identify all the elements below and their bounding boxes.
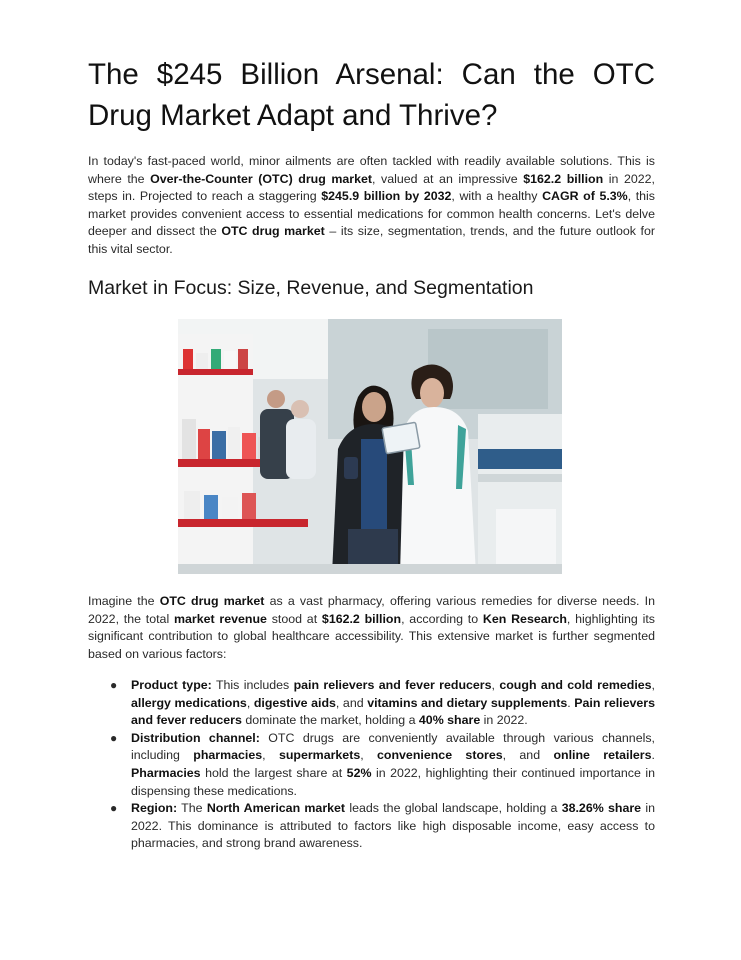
text: in 2022, highlighting their continued importance in dispensing these medications. <box>131 765 656 798</box>
bold-text: CAGR of 5.3% <box>542 189 628 204</box>
text: leads the global landscape, holding a <box>345 801 562 816</box>
text: , <box>360 748 378 763</box>
text: dominate the market, holding a <box>241 713 419 728</box>
bold-text: Ken Research <box>482 611 567 626</box>
bold-text: OTC drug market <box>159 594 265 608</box>
bold-text: supermarkets <box>278 748 361 763</box>
text: , and <box>502 748 554 763</box>
intro-paragraph <box>88 153 655 259</box>
text: hold the largest share at <box>200 765 347 780</box>
text: The <box>177 801 207 816</box>
text: This includes <box>211 678 294 692</box>
bold-text: $162.2 billion <box>321 611 402 626</box>
text: in 2022, steps in. Projected to reach a staggering <box>88 171 655 204</box>
text: – its size, segmentation, trends, and the future outlook for this vital sector. <box>88 224 655 256</box>
bold-text: North American market <box>206 801 346 816</box>
text: in 2022. <box>480 713 528 728</box>
list-item-product-type <box>88 677 655 730</box>
list-item-distribution-channel <box>88 730 655 800</box>
list-item-region <box>88 800 655 853</box>
pharmacy-photo <box>178 319 562 574</box>
bold-text: cough and cold remedies <box>499 678 652 692</box>
text: , according to <box>401 611 483 626</box>
text: In today's fast-paced world, minor ailments are often tackled with readily available solutions. This is where the <box>88 154 655 186</box>
bold-text: online retailers <box>553 748 652 763</box>
text: , <box>246 695 254 710</box>
bold-text: Product type: <box>131 678 212 692</box>
text: , <box>491 678 500 692</box>
bullet-icon: ● <box>110 678 118 692</box>
bold-text: $245.9 billion by 2032 <box>321 189 452 204</box>
article-title: The $245 Billion Arsenal: Can the OTC Drug Market Adapt and Thrive? <box>88 58 655 132</box>
bold-text: 38.26% share <box>561 801 642 816</box>
text: . <box>651 748 655 763</box>
bold-text: Region: <box>131 801 178 816</box>
bold-text: digestive aids <box>253 695 336 710</box>
bold-text: Pharmacies <box>131 765 201 780</box>
bold-text: 52% <box>346 765 372 780</box>
bold-text: allergy medications <box>131 695 247 710</box>
text: . <box>567 695 575 710</box>
section-heading: Market in Focus: Size, Revenue, and Segmentation <box>88 277 534 299</box>
text: as a vast pharmacy, offering various remedies for diverse needs. In 2022, the total <box>88 594 655 626</box>
text: , with a healthy <box>451 189 543 204</box>
text: OTC drugs are conveniently available through various channels, including <box>131 730 655 763</box>
text: , this market provides convenient access to essential medications for common health concerns. Let's delve deeper and dissect the <box>88 189 655 239</box>
bold-text: market revenue <box>173 611 267 626</box>
text: Imagine the <box>88 594 160 608</box>
bullet-icon: ● <box>110 801 118 816</box>
bold-text: 40% share <box>418 713 481 728</box>
text: , highlighting its significant contribution to global healthcare accessibility. This extensive market is further segmented based on various factors: <box>88 611 655 661</box>
bold-text: pharmacies <box>193 748 263 763</box>
bold-text: Over-the-Counter (OTC) drug market <box>150 171 373 186</box>
bold-text: Distribution channel: <box>131 730 260 745</box>
text: , valued at an impressive <box>372 171 524 186</box>
bold-text: vitamins and dietary supplements <box>367 695 568 710</box>
segmentation-list <box>88 677 655 853</box>
bold-text: convenience stores <box>377 748 503 763</box>
bold-text: pain relievers and fever reducers <box>293 678 492 692</box>
bold-text: $162.2 billion <box>523 171 604 186</box>
text: stood at <box>266 611 322 626</box>
market-revenue-paragraph <box>88 593 655 663</box>
bullet-icon: ● <box>110 730 118 745</box>
bold-text: Pain relievers and fever reducers <box>131 695 656 728</box>
text: , and <box>335 695 368 710</box>
text: in 2022. This dominance is attributed to factors like high disposable income, easy access to pharmacies, and strong brand awareness. <box>131 801 655 851</box>
bold-text: OTC drug market <box>221 224 325 239</box>
text: , <box>262 748 279 763</box>
text: , <box>651 678 655 692</box>
